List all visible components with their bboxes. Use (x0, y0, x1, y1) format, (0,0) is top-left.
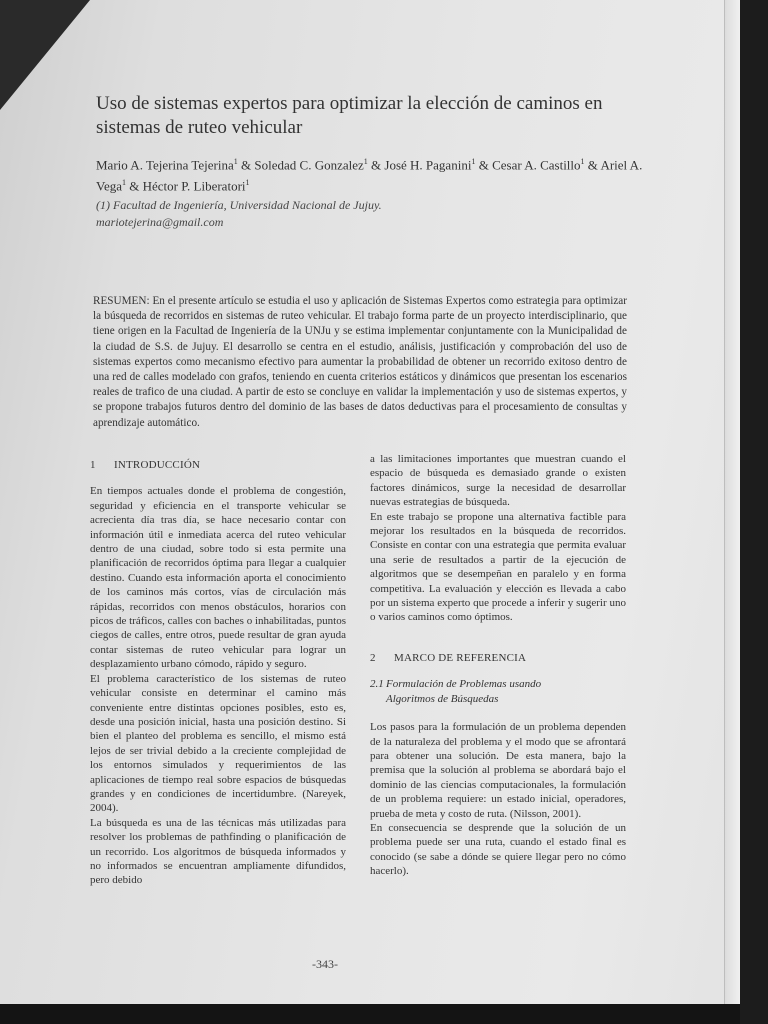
intro-continued-paragraph: a las limitaciones importantes que muestran cuando el espacio de búsqueda es demasiado grande o existen factores dinámicos, surge la necesidad de desarrollar nuevas estrategias de búsqueda. (370, 453, 626, 509)
intro-paragraph-2: El problema característico de los sistemas de ruteo vehicular consiste en determinar el camino más conveniente entre distintas opciones posibles, esto es, desde una posición inicial, hasta una posición destino. Si bien el planteo del problema es sencillo, el mismo está lejos de ser trivial debido a la creciente complejidad de los entornos simulados y requerimientos de las aplicaciones de tiempo real sobre espacios de búsquedas grandes y en condiciones de incertidumbre. (Nareyek, 2004). (90, 672, 346, 815)
page-number: -343- (312, 957, 338, 971)
author-email: mariotejerina@gmail.com (96, 215, 224, 229)
section-number: 2 (370, 651, 376, 664)
author-affiliation-mark: 1 (363, 157, 368, 166)
author-affiliation-mark: 1 (580, 157, 585, 166)
subsection-heading-2-1 (370, 677, 626, 706)
affiliation-text: (1) Facultad de Ingeniería, Universidad Nacional de Jujuy. (96, 198, 382, 212)
right-column (370, 452, 626, 879)
intro-paragraph-3: La búsqueda es una de las técnicas más utilizadas para resolver los problemas de pathfinding o planificación de un recorrido. Los algoritmos de búsqueda informados y no informados se encuentran ampliamente difundidos, pero debido (90, 816, 346, 887)
page-corner-fold (0, 0, 90, 110)
section-heading-marco-de-referencia (370, 651, 626, 665)
author-affiliation-mark: 1 (233, 157, 238, 166)
section-heading-introduccion (90, 458, 346, 472)
author-affiliation-mark: 1 (245, 178, 250, 188)
subsection-title-line-2: Algoritmos de Búsquedas (386, 692, 499, 705)
subsection-title-line-1: Formulación de Problemas usando (386, 678, 542, 691)
page-edge-strip (724, 0, 740, 1004)
author-affiliation-mark: 1 (122, 178, 126, 188)
section-title: MARCO DE REFERENCIA (394, 651, 527, 664)
author-name: Ariel A. Vega (96, 157, 643, 194)
marco-paragraph-1: Los pasos para la formulación de un problema dependen de la naturaleza del problema y el modo que se afrontará para obtener una solución. De esta manera, bajo la premisa que la solución al problema se abordará bajo el dominio de las ciencias computacionales, la formulación de un problema requiere: un estado inicial, operadores, prueba de meta y costo de ruta. (Nilsson, 2001). (370, 721, 626, 820)
author-name: Héctor P. Liberatori (142, 178, 246, 194)
paper-title: Uso de sistemas expertos para optimizar la elección de caminos en sistemas de ruteo vehicular (96, 93, 603, 138)
author-name: Soledad C. Gonzalez (254, 157, 364, 173)
scan-bottom-edge (0, 1004, 740, 1024)
left-column (90, 458, 346, 888)
section-title: INTRODUCCIÓN (114, 459, 201, 471)
author-name: Mario A. Tejerina Tejerina (96, 157, 234, 173)
section-number: 1 (90, 459, 96, 471)
abstract: RESUMEN: En el presente artículo se estudia el uso y aplicación de Sistemas Expertos como estrategia para optimizar la búsqueda de recorridos en sistemas de ruteo vehicular. El trabajo forma parte de un proyecto interdisciplinario, que tiene origen en la Facultad de Ingeniería de la UNJu y se estima implementar conjuntamente con la Municipalidad de la ciudad de S.S. de Jujuy. El desarrollo se centra en el estudio, análisis, justificación y comprobación del uso de sistemas expertos como mecanismo efectivo para aumentar la probabilidad de obtener un recorrido exitoso dentro de una red de calles modelado con grafos, teniendo en cuenta criterios estáticos y dinámicos que presentan los escenarios reales de trafico de una ciudad. A partir de esto se concluye en validar la implementación y uso de sistemas expertos, y se propone trabajos futuros dentro del dominio de las bases de datos deductivas para el procesamiento de consultas y aprendizaje automático. (93, 295, 627, 429)
author-affiliation-mark: 1 (471, 157, 476, 166)
author-list: Mario A. Tejerina Tejerina$^1$ & Soledad C. Gonzalez$^1$ & José H. Paganini$^1$ & Cesar A. Castillo$^1$ & Ariel A. Vega$^1$ & Héctor P. Liberatori$^1$ (96, 157, 643, 194)
subsection-number: 2.1 (370, 678, 384, 691)
author-name: José H. Paganini (384, 157, 472, 173)
intro-proposal-paragraph: En este trabajo se propone una alternativa factible para mejorar los resultados en la búsqueda de recorridos. Consiste en contar con una estrategia que permita evaluar una serie de resultados a partir de la ejecución de algoritmos que se desempeñan en paralelo y en forma competitiva. La evaluación y elección es llevada a cabo por un sistema experto que procede a inferir y sugerir uno o varios caminos como óptimos. (370, 510, 626, 624)
intro-paragraph-1: En tiempos actuales donde el problema de congestión, seguridad y eficiencia en el transporte vehicular se acrecienta día tras día, se hace necesario contar con información útil e inmediata acerca del ruteo vehicular dentro de una ciudad, sobre todo si esta permite una planificación de recorridos óptima para llegar a cualquier destino. Cuando esta información aporta el conocimiento de los caminos más cortos, vías de circulación más rápidas, recorridos con menos obstáculos, horarios con picos de tráficos, calles con baches o inhabilitadas, puntos ciegos de calles, entre otros, puede resultar de gran ayuda contar sistemas de ruteo vehicular para lograr un desplazamiento urbano cómodo, rápido y seguro. (90, 485, 346, 671)
affiliation-block (96, 197, 656, 231)
marco-paragraph-2: En consecuencia se desprende que la solución de un problema puede ser una ruta, cuando el estado final es conocido (se sabe a dónde se quiere llegar pero no cómo hacerlo). (370, 821, 626, 878)
author-name: Cesar A. Castillo (492, 157, 581, 173)
